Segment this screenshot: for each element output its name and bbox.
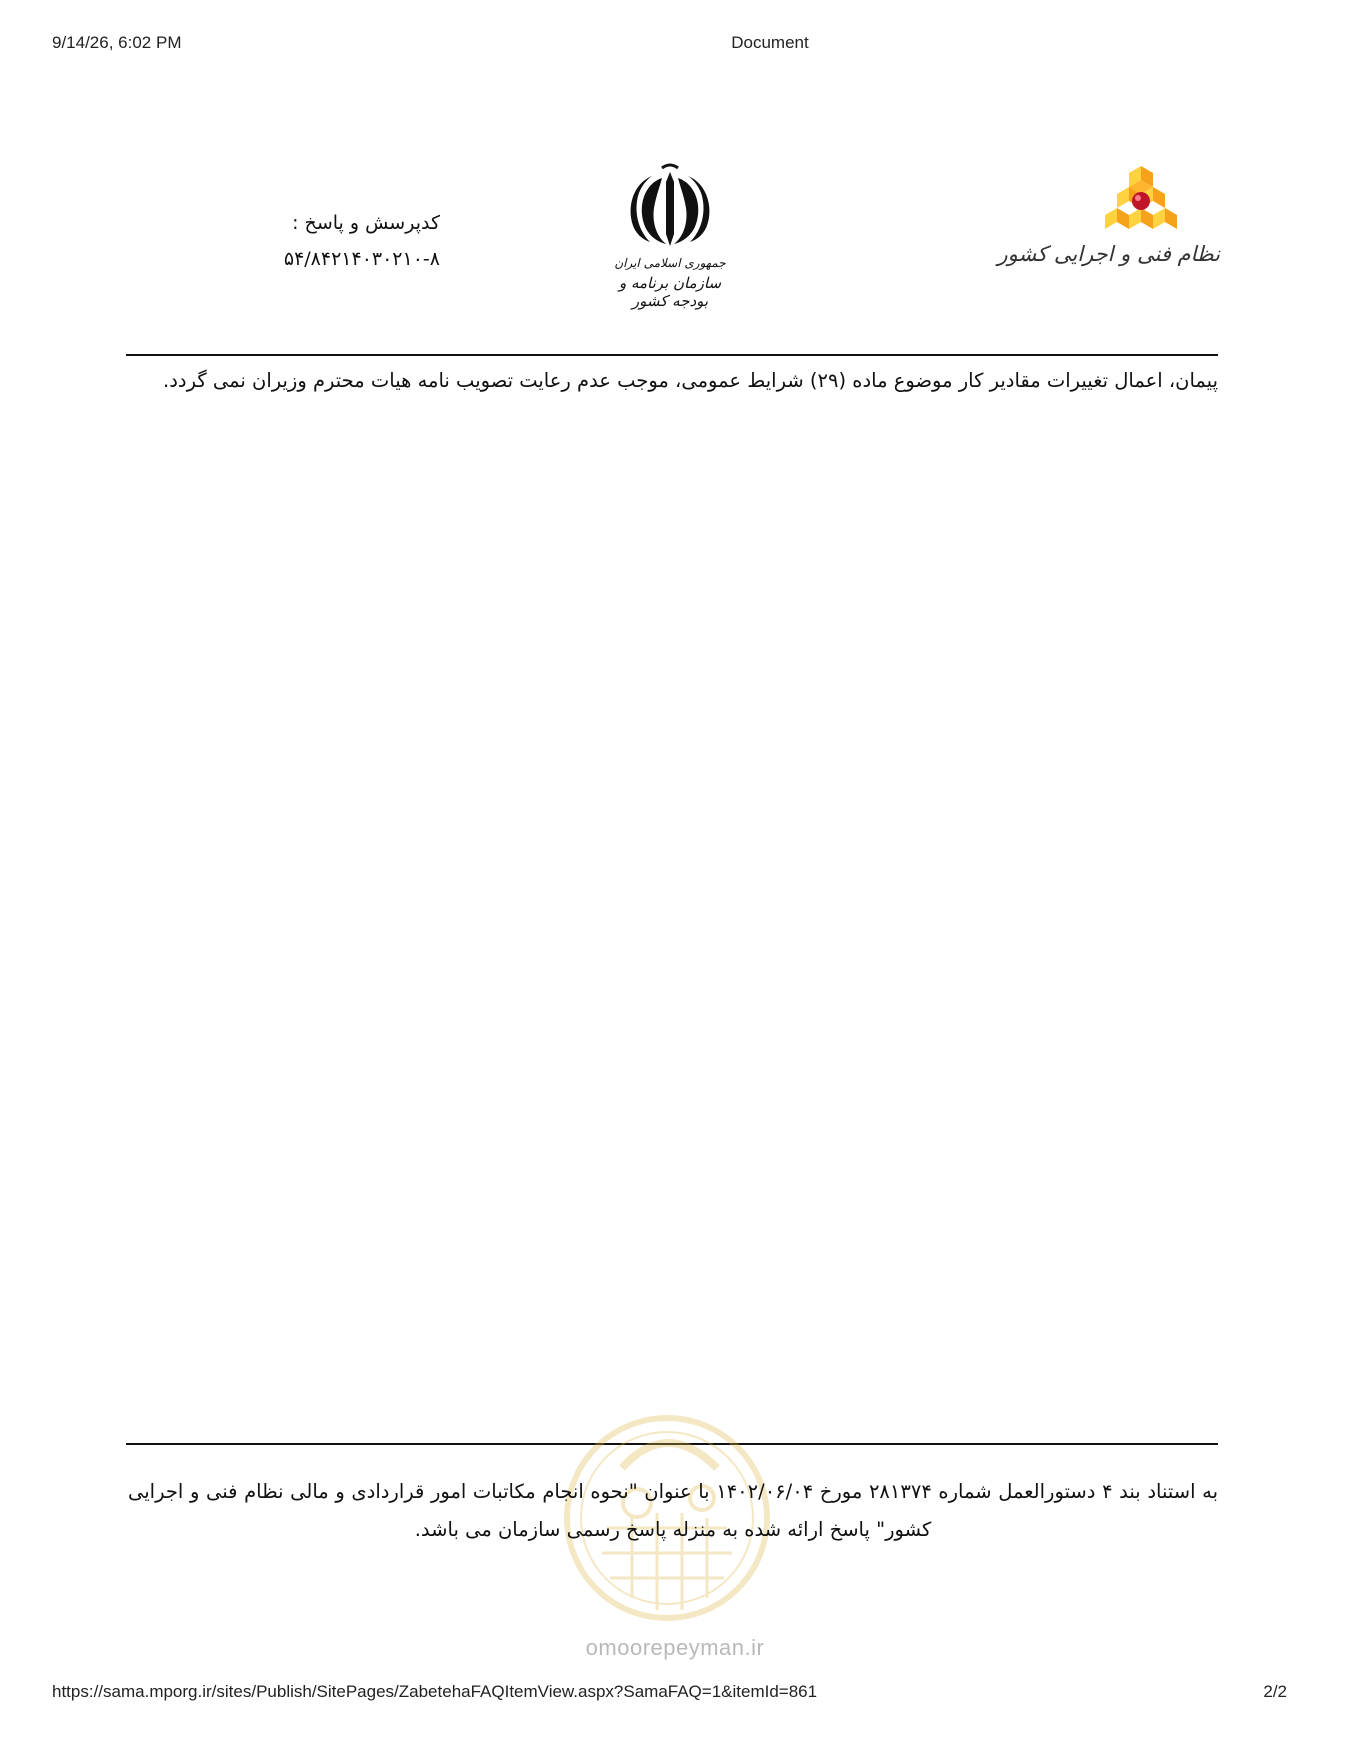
print-document-title: Document — [731, 33, 809, 52]
print-page-number: 2/2 — [1263, 1682, 1287, 1701]
technical-system-logo-text: نظام فنی و اجرایی کشور — [997, 242, 1220, 266]
qa-code-label: کدپرسش و پاسخ : — [292, 212, 440, 234]
print-datetime: 9/14/26, 6:02 PM — [52, 33, 182, 52]
answer-text: پیمان، اعمال تغییرات مقادیر کار موضوع ماده (۲۹) شرایط عمومی، موجب عدم رعایت تصویب نامه هیات محترم وزیران نمی گردد. — [163, 369, 1218, 392]
print-source-url: https://sama.mporg.ir/sites/Publish/SitePages/ZabetehaFAQItemView.aspx?SamaFAQ=1&itemId=861 — [52, 1682, 818, 1701]
watermark-site: omoorepeyman.ir — [585, 1635, 765, 1660]
iran-emblem-block — [600, 162, 740, 312]
qa-code-block — [240, 205, 440, 277]
iran-emblem-icon — [622, 162, 718, 254]
qa-code-value: ۵۴/۸۴۲۱۴۰۳۰۲۱۰-۸ — [283, 248, 440, 270]
emblem-caption-country: جمهوری اسلامی ایران — [614, 256, 726, 270]
official-response-note: به استناد بند ۴ دستورالعمل شماره ۲۸۱۳۷۴ مورخ ۱۴۰۲/۰۶/۰۴ با عنوان "نحوه انجام مکاتبات امور قراردادی و مالی نظام فنی و اجرایی کشور" پاسخ ارائه شده به منزله پاسخ رسمی سازمان می باشد. — [128, 1480, 1218, 1541]
pyramid-cubes-logo-icon — [1095, 164, 1187, 238]
technical-system-logo — [997, 164, 1220, 304]
emblem-caption-organization: سازمان برنامه و بودجه کشور — [618, 274, 722, 310]
header-divider — [126, 354, 1218, 356]
